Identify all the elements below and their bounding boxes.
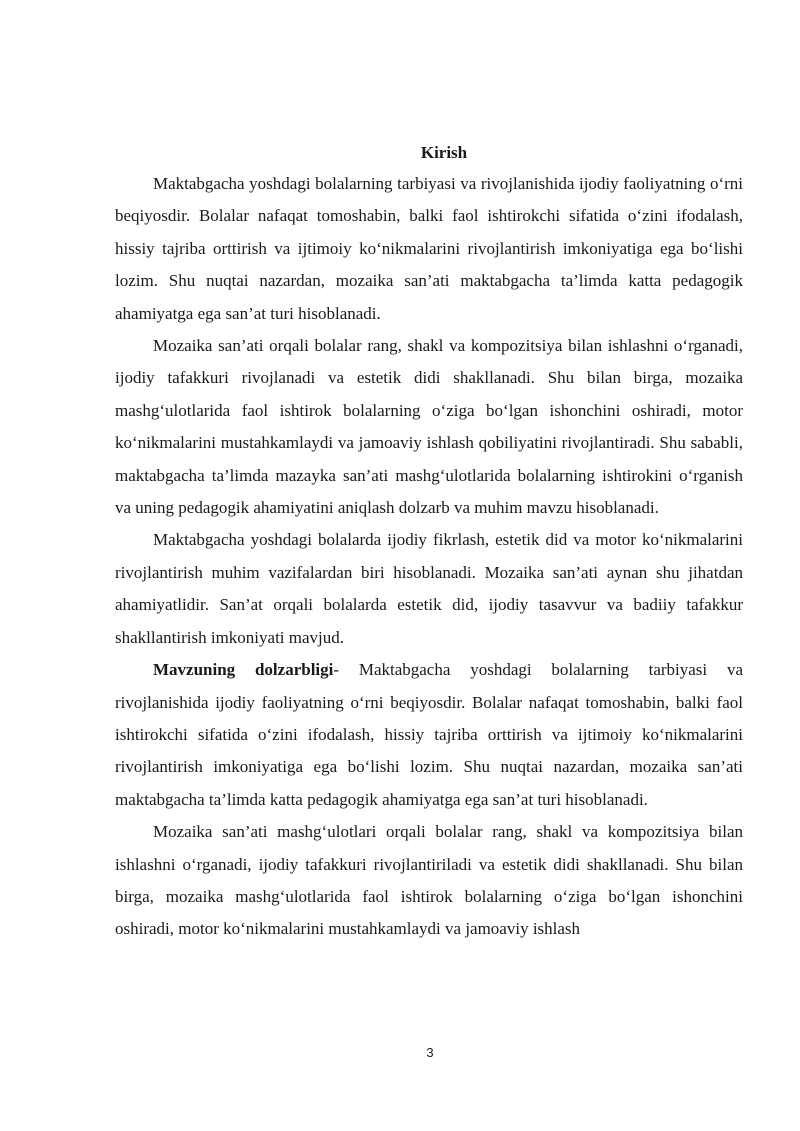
page-number: 3 (426, 1045, 434, 1060)
paragraph-3 (115, 524, 743, 654)
paragraph-5-text: Mozaika san’ati mashg‘ulotlari orqali bolalar rang, shakl va kompozitsiya bilan ishlashni o‘rganadi, ijodiy tafakkuri rivojlantiriladi va estetik didi shakllanadi. Shu bilan birga, mozaika mashg‘ulotlarida faol ishtirok bolalarning o‘ziga bo‘lgan ishonchini oshiradi, motor ko‘nikmalarini mustahkamlaydi va jamoaviy ishlash (115, 822, 743, 939)
paragraph-4-text: - Maktabgacha yoshdagi bolalarning tarbiyasi va rivojlanishida ijodiy faoliyatning o‘rni beqiyosdir. Bolalar nafaqat tomoshabin, balki faol ishtirokchi sifatida o‘zini ifodalash, hissiy tajriba orttirish va ijtimoiy ko‘nikmalarini rivojlantirish imkoniyatiga ega bo‘lishi lozim. Shu nuqtai nazardan, mozaika san’ati maktabgacha ta’limda katta pedagogik ahamiyatga ega san’at turi hisoblanadi. (115, 660, 743, 809)
paragraph-1 (115, 168, 743, 330)
paragraph-4 (115, 654, 743, 816)
paragraph-5 (115, 816, 743, 946)
paragraph-2 (115, 330, 743, 524)
paragraph-3-text: Maktabgacha yoshdagi bolalarda ijodiy fikrlash, estetik did va motor ko‘nikmalarini rivojlantirish muhim vazifalardan biri hisoblanadi. Mozaika san’ati aynan shu jihatdan ahamiyatlidir. San’at orqali bolalarda estetik did, ijodiy tasavvur va badiiy tafakkur shakllantirish imkoniyati mavjud. (115, 530, 743, 647)
document-page (115, 138, 743, 946)
paragraph-4-lead: Mavzuning dolzarbligi (153, 660, 334, 680)
paragraph-2-text: Mozaika san’ati orqali bolalar rang, shakl va kompozitsiya bilan ishlashni o‘rganadi, ijodiy tafakkuri rivojlanadi va estetik didi shakllanadi. Shu bilan birga, mozaika mashg‘ulotlarida faol ishtirok bolalarning o‘ziga bo‘lgan ishonchini oshiradi, motor ko‘nikmalarini mustahkamlaydi va jamoaviy ishlash qobiliyatini rivojlantiradi. Shu sababli, maktabgacha ta’limda mazayka san’ati mashg‘ulotlarida bolalarning ishtirokini o‘rganish va uning pedagogik ahamiyatini aniqlash dolzarb va muhim mavzu hisoblanadi. (115, 336, 743, 518)
section-title: Kirish (420, 143, 468, 162)
paragraph-1-text: Maktabgacha yoshdagi bolalarning tarbiyasi va rivojlanishida ijodiy faoliyatning o‘rni beqiyosdir. Bolalar nafaqat tomoshabin, balki faol ishtirokchi sifatida o‘zini ifodalash, hissiy tajriba orttirish va ijtimoiy ko‘nikmalarini rivojlantirish imkoniyatiga ega bo‘lishi lozim. Shu nuqtai nazardan, mozaika san’ati maktabgacha ta’limda katta pedagogik ahamiyatga ega san’at turi hisoblanadi. (115, 174, 743, 323)
